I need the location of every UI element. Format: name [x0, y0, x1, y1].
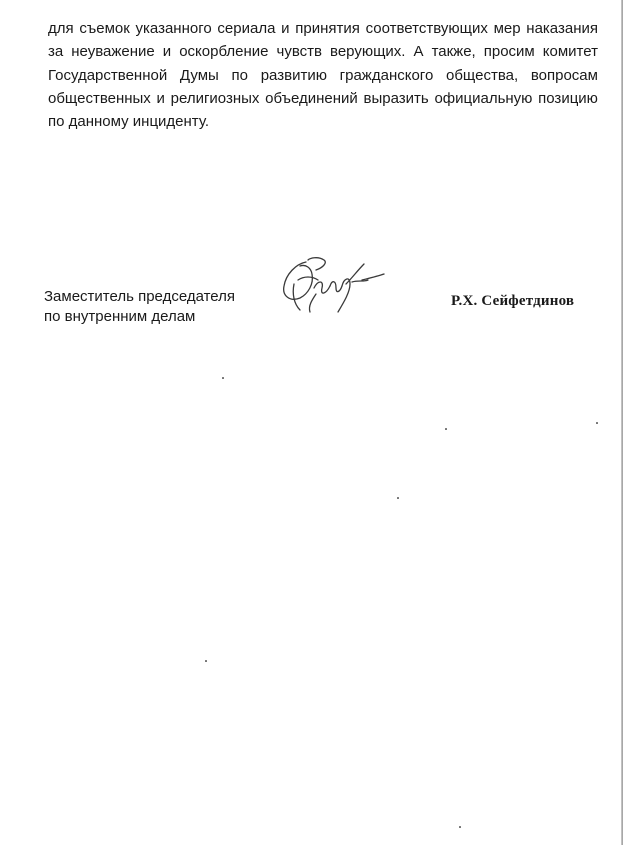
word: А [413, 43, 424, 61]
word: объединений [265, 89, 358, 107]
word: чувств [276, 43, 322, 61]
signatory-position-line-2: по внутренним делам [44, 308, 196, 325]
word: и [162, 43, 172, 61]
word: неуважение [71, 43, 155, 61]
body-line-2 [48, 40, 598, 63]
word: общества, [446, 66, 519, 84]
scan-speck [205, 660, 207, 662]
word: также, [431, 43, 476, 61]
word: комитет [542, 43, 598, 61]
word: религиозных [170, 89, 260, 107]
scan-speck [596, 422, 598, 424]
word: мер [493, 20, 521, 37]
signer-name: Р.Х. Сейфетдинов [451, 293, 575, 309]
body-line-1 [48, 17, 598, 40]
word: вопросам [530, 66, 598, 84]
word: съемок [79, 20, 130, 37]
word: наказания [526, 20, 598, 37]
word: по [231, 66, 248, 84]
word: принятия [295, 20, 360, 37]
handwritten-signature [278, 254, 388, 318]
signatory-position-line-1: Заместитель председателя [44, 288, 236, 305]
word: общественных [48, 89, 151, 107]
word: гражданского [339, 66, 434, 84]
scan-speck [459, 826, 461, 828]
letter-body [48, 17, 598, 133]
word: позицию [538, 89, 598, 107]
word: официальную [434, 89, 533, 107]
body-line-3 [48, 64, 598, 87]
word: сериала [217, 20, 276, 37]
scan-speck [445, 428, 447, 430]
word: за [48, 43, 64, 61]
word: Думы [179, 66, 219, 84]
body-line-4 [48, 87, 598, 110]
word: выразить [363, 89, 429, 107]
word: верующих. [330, 43, 406, 61]
word: оскорбление [179, 43, 269, 61]
word: для [48, 20, 74, 37]
word: соответствующих [365, 20, 488, 37]
word: и [281, 20, 290, 37]
word: развитию [260, 66, 327, 84]
scan-speck [397, 497, 399, 499]
word: указанного [135, 20, 212, 37]
signatory-position [44, 287, 235, 327]
scan-speck [222, 377, 224, 379]
body-line-5: по данному инциденту. [48, 113, 210, 131]
word: и [156, 89, 165, 107]
word: Государственной [48, 66, 168, 84]
word: просим [483, 43, 535, 61]
